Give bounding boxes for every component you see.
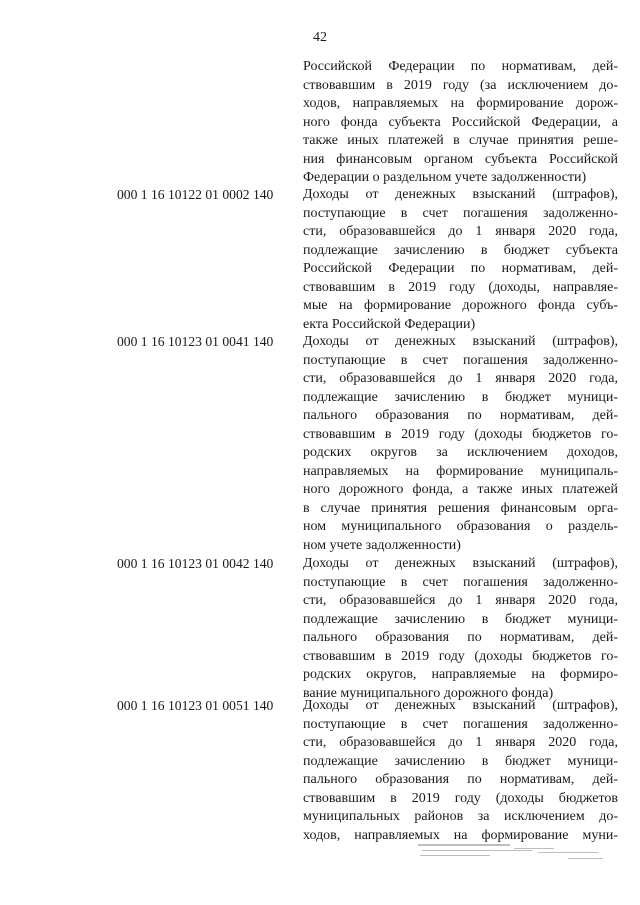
- text-line: ного фонда субъекта Российской Федерации, а: [303, 114, 618, 130]
- text-line: ходов, направляемых на формирование муни-: [303, 827, 618, 843]
- text-line: Доходы от денежных взысканий (штрафов),: [303, 698, 618, 713]
- text-line: Доходы от денежных взысканий (штрафов),: [303, 556, 618, 571]
- entry-code: 000 1 16 10123 01 0042 140: [117, 556, 274, 571]
- text-line: пального образования по нормативам, дей-: [303, 630, 618, 646]
- text-line: сти, образовавшейся до 1 января 2020 года,: [303, 371, 618, 387]
- text-line: ствовавшим в 2019 году (доходы бюджетов: [303, 790, 618, 806]
- text-line: вание муниципального дорожного фонда): [303, 685, 554, 701]
- entry-code: 000 1 16 10122 01 0002 140: [117, 187, 274, 202]
- scan-stamp-mark: [418, 840, 608, 862]
- text-line: ходов, направляемых на формирование дорож-: [303, 96, 618, 112]
- text-line: Доходы от денежных взысканий (штрафов),: [303, 187, 618, 202]
- text-line: сти, образовавшейся до 1 января 2020 года,: [303, 593, 618, 609]
- text-line: ствовавшим в 2019 году (доходы, направляе-: [303, 279, 618, 295]
- entry-code: 000 1 16 10123 01 0041 140: [117, 334, 274, 349]
- text-line: муниципальных районов за исключением до-: [303, 809, 618, 825]
- text-line: поступающие в счет погашения задолженно-: [303, 352, 618, 368]
- text-line: пального образования по нормативам, дей-: [303, 408, 618, 424]
- text-line: пального образования по нормативам, дей-: [303, 772, 618, 788]
- text-line: Федерации о раздельном учете задолженности): [303, 170, 587, 186]
- continuation-text: [303, 58, 618, 188]
- entry-description: [303, 555, 618, 703]
- text-line: ном учете задолженности): [303, 538, 461, 554]
- text-line: родских округов, направляемые на формиро-: [303, 667, 618, 683]
- text-line: ном муниципального образования о раздель-: [303, 519, 618, 535]
- text-line: сти, образовавшейся до 1 января 2020 года,: [303, 735, 618, 751]
- entry-description: [303, 697, 618, 845]
- text-line: подлежащие зачислению в бюджет муници-: [303, 389, 618, 405]
- text-line: Доходы от денежных взысканий (штрафов),: [303, 334, 618, 349]
- text-line: сти, образовавшейся до 1 января 2020 года,: [303, 224, 618, 240]
- entry-code: 000 1 16 10123 01 0051 140: [117, 698, 274, 713]
- text-line: ствовавшим в 2019 году (доходы бюджетов го-: [303, 426, 618, 442]
- entry-description: [303, 186, 618, 334]
- text-line: направляемых на формирование муниципаль-: [303, 463, 618, 479]
- entry-description: [303, 333, 618, 556]
- text-line: поступающие в счет погашения задолженно-: [303, 205, 618, 221]
- text-line: родских округов за исключением доходов,: [303, 445, 618, 461]
- page-number: 42: [313, 30, 327, 45]
- text-line: подлежащие зачислению в бюджет муници-: [303, 753, 618, 769]
- text-line: ствовавшим в 2019 году (за исключением до-: [303, 77, 618, 93]
- text-line: подлежащие зачислению в бюджет муници-: [303, 611, 618, 627]
- text-line: подлежащие зачислению в бюджет субъекта: [303, 242, 618, 258]
- text-line: ния финансовым органом субъекта Российской: [303, 151, 618, 167]
- text-line: Российской Федерации по нормативам, дей-: [303, 59, 618, 74]
- text-line: также иных платежей в случае принятия реше-: [303, 133, 618, 149]
- text-line: мые на формирование дорожного фонда субъ-: [303, 298, 618, 314]
- text-line: ного дорожного фонда, а также иных платежей: [303, 482, 618, 498]
- text-line: поступающие в счет погашения задолженно-: [303, 574, 618, 590]
- text-line: в случае принятия решения финансовым орга-: [303, 500, 618, 516]
- text-line: екта Российской Федерации): [303, 316, 476, 332]
- text-line: Российской Федерации по нормативам, дей-: [303, 261, 618, 277]
- text-line: поступающие в счет погашения задолженно-: [303, 716, 618, 732]
- text-line: ствовавшим в 2019 году (доходы бюджетов го-: [303, 648, 618, 664]
